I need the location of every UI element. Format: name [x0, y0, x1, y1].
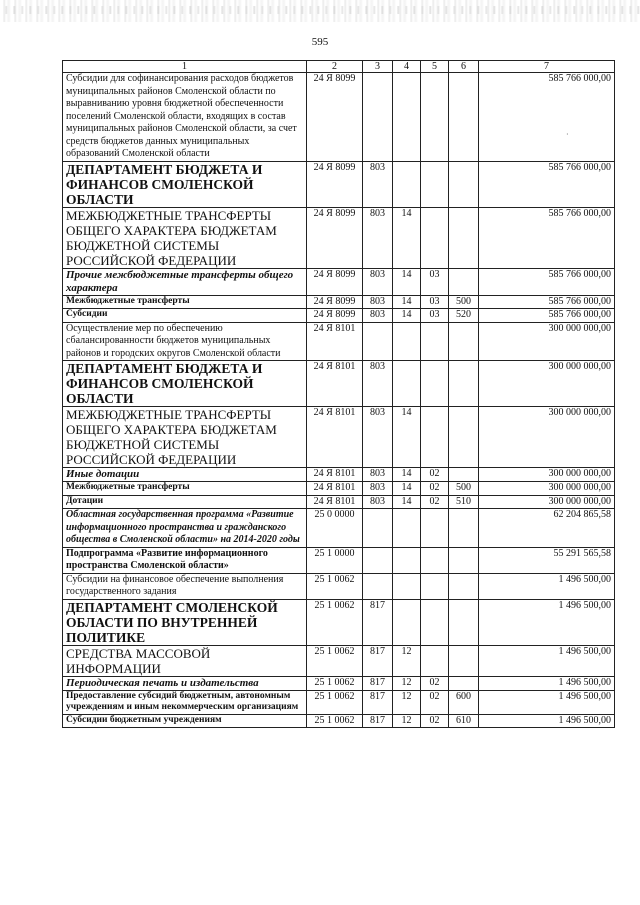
section-code-cell [393, 322, 421, 361]
table-row [63, 407, 615, 468]
section-code-cell: 14 [393, 482, 421, 496]
target-code-cell: 25 0 0000 [307, 509, 363, 548]
subsection-code-cell [421, 599, 449, 645]
header-cell: 3 [363, 61, 393, 73]
section-code-cell [393, 161, 421, 207]
expense-type-cell: 500 [449, 482, 479, 496]
table-row [63, 509, 615, 548]
subsection-code-cell [421, 645, 449, 676]
section-code-cell: 14 [393, 468, 421, 482]
expense-type-cell [449, 468, 479, 482]
header-cell: 2 [307, 61, 363, 73]
target-code-cell: 24 Я 8099 [307, 73, 363, 162]
subsection-code-cell [421, 73, 449, 162]
expense-type-cell [449, 73, 479, 162]
table-row [63, 599, 615, 645]
amount-cell: 1 496 500,00 [479, 599, 615, 645]
department-code-cell: 803 [363, 495, 393, 509]
header-cell: 1 [63, 61, 307, 73]
expense-type-cell [449, 599, 479, 645]
section-code-cell: 14 [393, 407, 421, 468]
row-name-cell: Иные дотации [63, 468, 307, 482]
target-code-cell: 25 1 0062 [307, 599, 363, 645]
amount-cell: 585 766 000,00 [479, 73, 615, 162]
table-row [63, 468, 615, 482]
header-cell: 5 [421, 61, 449, 73]
department-code-cell: 817 [363, 645, 393, 676]
row-name-cell: ДЕПАРТАМЕНТ БЮДЖЕТА И ФИНАНСОВ СМОЛЕНСКОЙ ОБЛАСТИ [63, 161, 307, 207]
table-row [63, 161, 615, 207]
row-name-cell: Субсидии бюджетным учреждениям [63, 714, 307, 728]
header-cell: 6 [449, 61, 479, 73]
target-code-cell: 25 1 0062 [307, 573, 363, 599]
page-number: 595 [311, 36, 329, 48]
target-code-cell: 24 Я 8099 [307, 309, 363, 323]
amount-cell: 300 000 000,00 [479, 482, 615, 496]
row-name-cell: Межбюджетные трансферты [63, 295, 307, 309]
expense-type-cell: 500 [449, 295, 479, 309]
target-code-cell: 24 Я 8101 [307, 361, 363, 407]
row-name-cell: ДЕПАРТАМЕНТ СМОЛЕНСКОЙ ОБЛАСТИ ПО ВНУТРЕННЕЙ ПОЛИТИКЕ [63, 599, 307, 645]
table-row [63, 573, 615, 599]
table-row [63, 714, 615, 728]
section-code-cell [393, 73, 421, 162]
scan-noise-strip [0, 0, 640, 22]
row-name-cell: МЕЖБЮДЖЕТНЫЕ ТРАНСФЕРТЫ ОБЩЕГО ХАРАКТЕРА БЮДЖЕТАМ БЮДЖЕТНОЙ СИСТЕМЫ РОССИЙСКОЙ ФЕДЕРАЦИИ [63, 207, 307, 268]
department-code-cell [363, 322, 393, 361]
subsection-code-cell [421, 407, 449, 468]
table-row [63, 322, 615, 361]
section-code-cell: 14 [393, 207, 421, 268]
subsection-code-cell [421, 509, 449, 548]
expense-type-cell: 600 [449, 690, 479, 714]
expense-type-cell [449, 645, 479, 676]
table-row [63, 295, 615, 309]
section-code-cell: 12 [393, 690, 421, 714]
table-row [63, 676, 615, 690]
table-row [63, 207, 615, 268]
target-code-cell: 24 Я 8099 [307, 207, 363, 268]
header-cell: 7 [479, 61, 615, 73]
section-code-cell [393, 509, 421, 548]
header-row [63, 61, 615, 73]
expense-type-cell [449, 573, 479, 599]
subsection-code-cell [421, 361, 449, 407]
subsection-code-cell: 02 [421, 690, 449, 714]
row-name-cell: МЕЖБЮДЖЕТНЫЕ ТРАНСФЕРТЫ ОБЩЕГО ХАРАКТЕРА БЮДЖЕТАМ БЮДЖЕТНОЙ СИСТЕМЫ РОССИЙСКОЙ ФЕДЕРАЦИИ [63, 407, 307, 468]
section-code-cell [393, 573, 421, 599]
row-name-cell: Субсидии на финансовое обеспечение выполнения государственного задания [63, 573, 307, 599]
row-name-cell: Прочие межбюджетные трансферты общего характера [63, 268, 307, 295]
section-code-cell [393, 361, 421, 407]
department-code-cell [363, 573, 393, 599]
amount-cell: 585 766 000,00 [479, 207, 615, 268]
target-code-cell: 24 Я 8101 [307, 407, 363, 468]
row-name-cell: Областная государственная программа «Развитие информационного пространства и гражданского общества в Смоленской области» на 2014-2020 годы [63, 509, 307, 548]
section-code-cell: 12 [393, 714, 421, 728]
amount-cell: 300 000 000,00 [479, 407, 615, 468]
amount-cell: 585 766 000,00 [479, 295, 615, 309]
expense-type-cell [449, 268, 479, 295]
amount-cell: 1 496 500,00 [479, 645, 615, 676]
subsection-code-cell: 02 [421, 468, 449, 482]
target-code-cell: 25 1 0062 [307, 645, 363, 676]
row-name-cell: Предоставление субсидий бюджетным, автономным учреждениям и иным некоммерческим организациям [63, 690, 307, 714]
department-code-cell: 803 [363, 361, 393, 407]
amount-cell: 585 766 000,00 [479, 268, 615, 295]
table-row [63, 690, 615, 714]
department-code-cell: 803 [363, 295, 393, 309]
budget-table [62, 60, 615, 728]
subsection-code-cell: 03 [421, 295, 449, 309]
table-row [63, 268, 615, 295]
row-name-cell: Дотации [63, 495, 307, 509]
row-name-cell: Субсидии для софинансирования расходов бюджетов муниципальных районов Смоленской области по выравниванию уровня бюджетной обеспеченности поселений Смоленской области, входящих в состав муниципальных районов Смоленской области, за счет средств бюджетов данных муниципальных образований Смоленской области [63, 73, 307, 162]
amount-cell: 1 496 500,00 [479, 690, 615, 714]
subsection-code-cell [421, 161, 449, 207]
header-cell: 4 [393, 61, 421, 73]
amount-cell: 585 766 000,00 [479, 309, 615, 323]
amount-cell: 55 291 565,58 [479, 547, 615, 573]
row-name-cell: Подпрограмма «Развитие информационного пространства Смоленской области» [63, 547, 307, 573]
table-row [63, 73, 615, 162]
subsection-code-cell: 02 [421, 495, 449, 509]
amount-cell: 300 000 000,00 [479, 495, 615, 509]
amount-cell: 62 204 865,58 [479, 509, 615, 548]
amount-cell: 300 000 000,00 [479, 361, 615, 407]
subsection-code-cell [421, 207, 449, 268]
target-code-cell: 25 1 0062 [307, 690, 363, 714]
expense-type-cell: 510 [449, 495, 479, 509]
target-code-cell: 25 1 0000 [307, 547, 363, 573]
department-code-cell: 803 [363, 309, 393, 323]
subsection-code-cell: 03 [421, 268, 449, 295]
expense-type-cell [449, 547, 479, 573]
amount-cell: 300 000 000,00 [479, 322, 615, 361]
section-code-cell: 12 [393, 676, 421, 690]
department-code-cell: 803 [363, 207, 393, 268]
row-name-cell: Осуществление мер по обеспечению сбалансированности бюджетов муниципальных районов и городских округов Смоленской области [63, 322, 307, 361]
expense-type-cell [449, 676, 479, 690]
target-code-cell: 24 Я 8101 [307, 322, 363, 361]
table-row [63, 645, 615, 676]
subsection-code-cell [421, 573, 449, 599]
department-code-cell: 803 [363, 468, 393, 482]
expense-type-cell [449, 322, 479, 361]
row-name-cell: Субсидии [63, 309, 307, 323]
row-name-cell: Периодическая печать и издательства [63, 676, 307, 690]
expense-type-cell [449, 207, 479, 268]
subsection-code-cell [421, 322, 449, 361]
row-name-cell: Межбюджетные трансферты [63, 482, 307, 496]
table-row [63, 361, 615, 407]
section-code-cell: 12 [393, 645, 421, 676]
table-body [63, 61, 615, 728]
section-code-cell [393, 547, 421, 573]
target-code-cell: 25 1 0062 [307, 676, 363, 690]
amount-cell: 1 496 500,00 [479, 714, 615, 728]
target-code-cell: 24 Я 8099 [307, 295, 363, 309]
scan-speck: · [566, 130, 569, 139]
department-code-cell [363, 73, 393, 162]
department-code-cell: 817 [363, 690, 393, 714]
section-code-cell: 14 [393, 268, 421, 295]
table-row [63, 547, 615, 573]
amount-cell: 1 496 500,00 [479, 676, 615, 690]
table-row [63, 309, 615, 323]
target-code-cell: 24 Я 8101 [307, 468, 363, 482]
amount-cell: 300 000 000,00 [479, 468, 615, 482]
department-code-cell: 817 [363, 599, 393, 645]
row-name-cell: ДЕПАРТАМЕНТ БЮДЖЕТА И ФИНАНСОВ СМОЛЕНСКОЙ ОБЛАСТИ [63, 361, 307, 407]
department-code-cell [363, 509, 393, 548]
expense-type-cell: 520 [449, 309, 479, 323]
expense-type-cell [449, 161, 479, 207]
subsection-code-cell [421, 547, 449, 573]
row-name-cell: СРЕДСТВА МАССОВОЙ ИНФОРМАЦИИ [63, 645, 307, 676]
table-row [63, 482, 615, 496]
department-code-cell: 803 [363, 482, 393, 496]
expense-type-cell [449, 361, 479, 407]
table-row [63, 495, 615, 509]
department-code-cell: 817 [363, 714, 393, 728]
department-code-cell: 803 [363, 407, 393, 468]
section-code-cell: 14 [393, 309, 421, 323]
department-code-cell: 803 [363, 161, 393, 207]
target-code-cell: 24 Я 8099 [307, 268, 363, 295]
section-code-cell: 14 [393, 495, 421, 509]
section-code-cell: 14 [393, 295, 421, 309]
target-code-cell: 25 1 0062 [307, 714, 363, 728]
department-code-cell [363, 547, 393, 573]
department-code-cell: 817 [363, 676, 393, 690]
subsection-code-cell: 03 [421, 309, 449, 323]
amount-cell: 585 766 000,00 [479, 161, 615, 207]
subsection-code-cell: 02 [421, 714, 449, 728]
section-code-cell [393, 599, 421, 645]
target-code-cell: 24 Я 8101 [307, 482, 363, 496]
target-code-cell: 24 Я 8099 [307, 161, 363, 207]
target-code-cell: 24 Я 8101 [307, 495, 363, 509]
amount-cell: 1 496 500,00 [479, 573, 615, 599]
subsection-code-cell: 02 [421, 482, 449, 496]
subsection-code-cell: 02 [421, 676, 449, 690]
expense-type-cell [449, 407, 479, 468]
expense-type-cell: 610 [449, 714, 479, 728]
department-code-cell: 803 [363, 268, 393, 295]
expense-type-cell [449, 509, 479, 548]
